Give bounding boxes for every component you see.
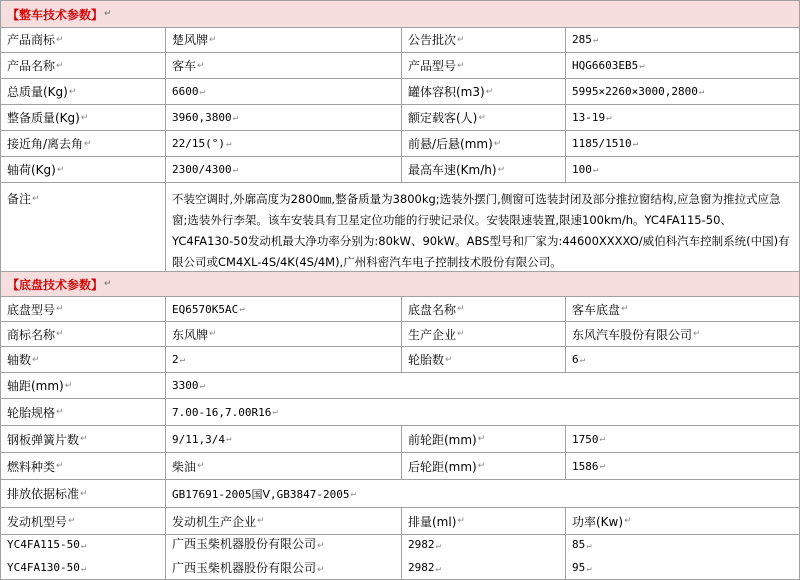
row-label: 前轮距(mm) ↵: [402, 426, 566, 453]
row-label: 生产企业 ↵: [402, 322, 566, 347]
engine-displacement-cell: 2982↵ 2982↵: [402, 535, 566, 580]
row-label: 后轮距(mm) ↵: [402, 453, 566, 480]
engine-maker-cell: 广西玉柴机器股份有限公司↵ 广西玉柴机器股份有限公司↵: [166, 535, 402, 580]
table-row: [0, 322, 800, 347]
row-label: 最高车速(Km/h) ↵: [402, 157, 566, 183]
row-value: 1586 ↵: [566, 453, 800, 480]
row-label: 公告批次 ↵: [402, 27, 566, 53]
row-label: 轴荷(Kg) ↵: [0, 157, 166, 183]
table-row: [0, 157, 800, 183]
row-value: 100 ↵: [566, 157, 800, 183]
row-label: 整备质量(Kg) ↵: [0, 105, 166, 131]
engine-model-header: 发动机型号 ↵: [0, 508, 166, 535]
row-label: 产品商标 ↵: [0, 27, 166, 53]
row-value: 东风牌 ↵: [166, 322, 402, 347]
vehicle-section-header: [0, 0, 800, 28]
row-value: 22/15(°) ↵: [166, 131, 402, 157]
row-value: 柴油 ↵: [166, 453, 402, 480]
note-label: 备注 ↵: [0, 183, 166, 272]
chassis-section-header: [0, 272, 800, 297]
table-row: [0, 426, 800, 453]
row-label: 钢板弹簧片数 ↵: [0, 426, 166, 453]
table-row: [0, 79, 800, 105]
row-label: 罐体容积(m3) ↵: [402, 79, 566, 105]
row-label: 底盘型号 ↵: [0, 297, 166, 322]
row-value: 1185/1510 ↵: [566, 131, 800, 157]
row-label: 轮胎规格 ↵: [0, 399, 166, 426]
row-label: 轴数 ↵: [0, 347, 166, 373]
table-row: [0, 347, 800, 373]
engine-power-cell: 85↵ 95↵: [566, 535, 800, 580]
row-label: 商标名称 ↵: [0, 322, 166, 347]
engine-model-cell: YC4FA115-50↵ YC4FA130-50↵: [0, 535, 166, 580]
row-label: 前悬/后悬(mm) ↵: [402, 131, 566, 157]
row-value: HQG6603EB5 ↵: [566, 53, 800, 79]
row-value: 13-19 ↵: [566, 105, 800, 131]
row-value: 客车 ↵: [166, 53, 402, 79]
row-value: 东风汽车股份有限公司 ↵: [566, 322, 800, 347]
row-value: 3300 ↵: [166, 373, 800, 399]
row-label: 底盘名称 ↵: [402, 297, 566, 322]
engine-header-row: [0, 508, 800, 535]
engine-maker-header: 发动机生产企业 ↵: [166, 508, 402, 535]
row-value: 7.00-16,7.00R16 ↵: [166, 399, 800, 426]
row-value: EQ6570K5AC ↵: [166, 297, 402, 322]
row-label: 产品名称 ↵: [0, 53, 166, 79]
row-value: 9/11,3/4 ↵: [166, 426, 402, 453]
chassis-section-title: 【底盘技术参数】 ↵: [0, 272, 800, 297]
row-label: 总质量(Kg) ↵: [0, 79, 166, 105]
row-value: 客车底盘 ↵: [566, 297, 800, 322]
row-value: 2 ↵: [166, 347, 402, 373]
table-row: [0, 373, 800, 399]
table-row: [0, 480, 800, 508]
row-value: 3960,3800 ↵: [166, 105, 402, 131]
vehicle-section-title: 【整车技术参数】 ↵: [0, 1, 800, 28]
row-value: 1750 ↵: [566, 426, 800, 453]
table-row: [0, 131, 800, 157]
table-row: [0, 453, 800, 480]
table-row: [0, 297, 800, 322]
row-label: 额定载客(人) ↵: [402, 105, 566, 131]
table-row: [0, 105, 800, 131]
engine-displacement-header: 排量(ml) ↵: [402, 508, 566, 535]
table-row: [0, 27, 800, 53]
row-value: 6600 ↵: [166, 79, 402, 105]
table-row: [0, 399, 800, 426]
row-value: 6 ↵: [566, 347, 800, 373]
row-value: 285 ↵: [566, 27, 800, 53]
row-label: 接近角/离去角 ↵: [0, 131, 166, 157]
row-value: 楚风牌 ↵: [166, 27, 402, 53]
engine-power-header: 功率(Kw) ↵: [566, 508, 800, 535]
table-row: [0, 53, 800, 79]
row-label: 轴距(mm) ↵: [0, 373, 166, 399]
row-value: GB17691-2005国Ⅴ,GB3847-2005 ↵: [166, 480, 800, 508]
note-row: [0, 183, 800, 272]
note-text: 不装空调时,外廓高度为2800㎜,整备质量为3800kg;选装外摆门,侧窗可选装封闭及部分推拉窗结构,应急窗为推拉式应急窗;选装外行李架。该车安装具有卫星定位功能的行驶记录仪。安装限速装置,限速100km/h。YC4FA115-50、YC4FA130-50发动机最大净功率分别为:80kW、90kW。ABS型号和厂家为:44600XXXXO/威伯科汽车控制系统(中国)有限公司或CM4XL-4S/4K(4S/4M),广州科密汽车电子控制技术股份有限公司。: [166, 183, 800, 272]
row-value: 2300/4300 ↵: [166, 157, 402, 183]
row-label: 轮胎数 ↵: [402, 347, 566, 373]
row-label: 燃料种类 ↵: [0, 453, 166, 480]
row-label: 产品型号 ↵: [402, 53, 566, 79]
engine-data-row: [0, 535, 800, 580]
row-value: 5995×2260×3000,2800 ↵: [566, 79, 800, 105]
row-label: 排放依据标准 ↵: [0, 480, 166, 508]
